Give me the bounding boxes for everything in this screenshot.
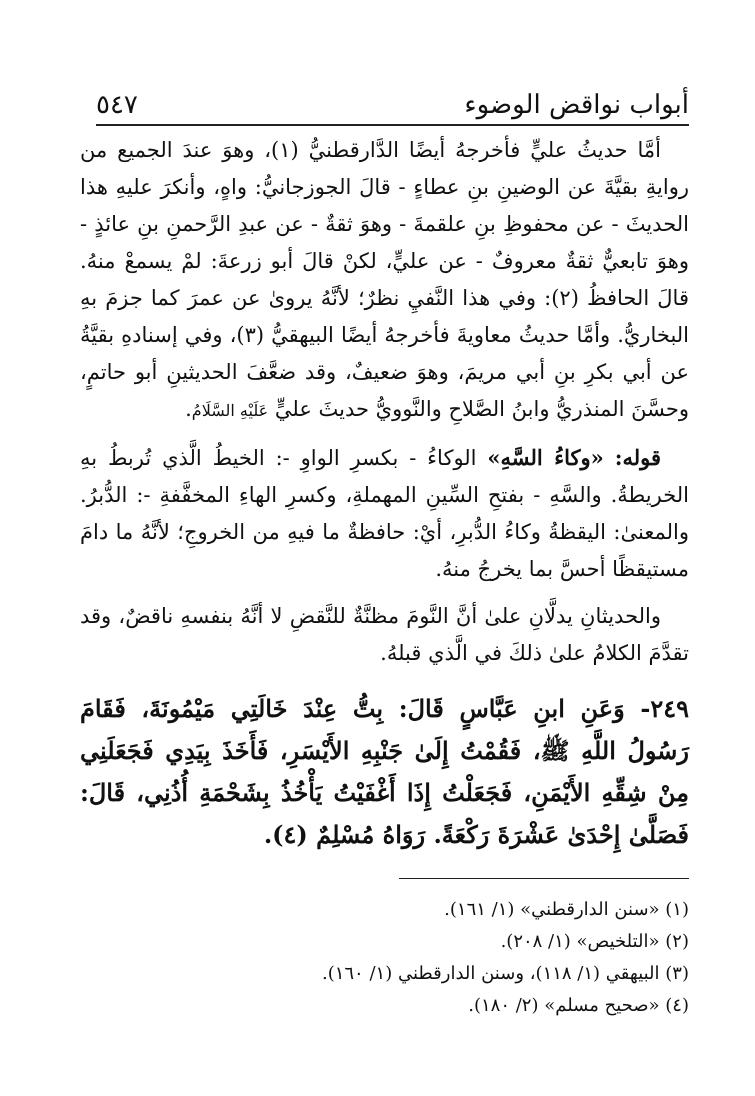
paragraph-conclusion: والحديثانِ يدلَّانِ علىٰ أنَّ النَّومَ مظنَّةٌ للنَّقضِ لا أنَّهُ بنفسهِ ناقضٌ، وقد تقدَّمَ الكلامُ علىٰ ذلكَ في الَّذي قبلهُ.: [80, 604, 689, 665]
paragraph-end: .: [185, 397, 192, 421]
paragraph-text: أمَّا حديثُ عليٍّ فأخرجهُ أيضًا الدَّارقطنيُّ (١)، وهوَ عندَ الجميع من روايةِ بقيَّةَ عن الوضينِ بنِ عطاءٍ - قالَ الجوزجانيُّ: واهٍ، وأنكرَ عليهِ هذا الحديثَ - عن محفوظِ بنِ علقمةَ - وهوَ ثقةٌ - عن عبدِ الرَّحمنِ بنِ عائذٍ - وهوَ تابعيٌّ ثقةٌ معروفٌ - عن عليٍّ، لكنْ قالَ أبو زرعةَ: لمْ يسمعْ منهُ. قالَ الحافظُ (٢): وفي هذا النَّفيِ نظرٌ؛ لأنَّهُ يروىٰ عن عمرَ كما جزمَ بهِ البخاريُّ. وأمَّا حديثُ معاويةَ فأخرجهُ أيضًا البيهقيُّ (٣)، وفي إسنادهِ بقيَّةُ عن أبي بكرِ بنِ أبي مريمَ، وهوَ ضعيفٌ، وقد ضعَّفَ الحديثينِ أبو حاتمٍ، وحسَّنَ المنذريُّ وابنُ الصَّلاحِ والنَّوويُّ حديثَ عليٍّ: [80, 138, 690, 421]
paragraph-qawluhu: [80, 439, 689, 588]
footnote-3: (٣) البيهقي (١/ ١١٨)، وسنن الدارقطني (١/ ١٦٠).: [321, 963, 689, 984]
qawluhu-label: قوله:: [614, 445, 661, 470]
qawluhu-term: «وكاءُ السَّهِ»: [487, 445, 604, 470]
main-text: [80, 132, 689, 856]
page-header: [96, 80, 689, 124]
page-number: ٥٤٧: [96, 90, 138, 120]
header-rule: [96, 124, 689, 126]
hadith-number: ٢٤٩-: [640, 694, 689, 723]
hadith-249: [80, 688, 689, 856]
footnote-2: (٢) «التلخيص» (١/ ٢٠٨).: [500, 931, 689, 952]
paragraph-ali-hadith: [80, 132, 689, 429]
footnotes: [100, 894, 689, 1022]
hadith-text: وَعَنِ ابنِ عَبَّاسٍ قَالَ: بِتُّ عِنْدَ خَالَتِي مَيْمُونَةَ، فَقَامَ رَسُولُ اللَّهِ ﷺ، فَقُمْتُ إِلَىٰ جَنْبِهِ الأَيْسَرِ، فَأَخَذَ بِيَدِي فَجَعَلَنِي مِنْ شِقِّهِ الأَيْمَنِ، فَجَعَلْتُ إِذَا أَغْفَيْتُ يَأْخُذُ بِشَحْمَةِ أُذُنِي، قَالَ: فَصَلَّىٰ إِحْدَىٰ عَشْرَةَ رَكْعَةً. رَوَاهُ مُسْلِمٌ (٤).: [80, 694, 689, 849]
footnote-1: (١) «سنن الدارقطني» (١/ ١٦١).: [444, 899, 689, 920]
footnote-rule: [399, 878, 689, 879]
qawluhu-text: الوكاءُ - بكسرِ الواوِ -: الخيطُ الَّذي تُربطُ بهِ الخريطةُ. والسَّهِ - بفتحِ السِّينِ المهملةِ، وكسرِ الهاءِ المخفَّفةِ -: الدُّبرُ. والمعنىٰ: اليقظةُ وكاءُ الدُّبرِ، أيْ: حافظةٌ ما فيهِ من الخروجِ؛ لأنَّهُ ما دامَ مستيقظًا أحسَّ بما يخرجُ منهُ.: [80, 446, 689, 581]
footnote-4: (٤) «صحيح مسلم» (٢/ ١٨٠).: [468, 995, 689, 1016]
salutation-ornament: عَلَيْهِ السَّلَامُ: [191, 401, 269, 420]
running-title: أبواب نواقض الوضوء: [464, 90, 689, 120]
